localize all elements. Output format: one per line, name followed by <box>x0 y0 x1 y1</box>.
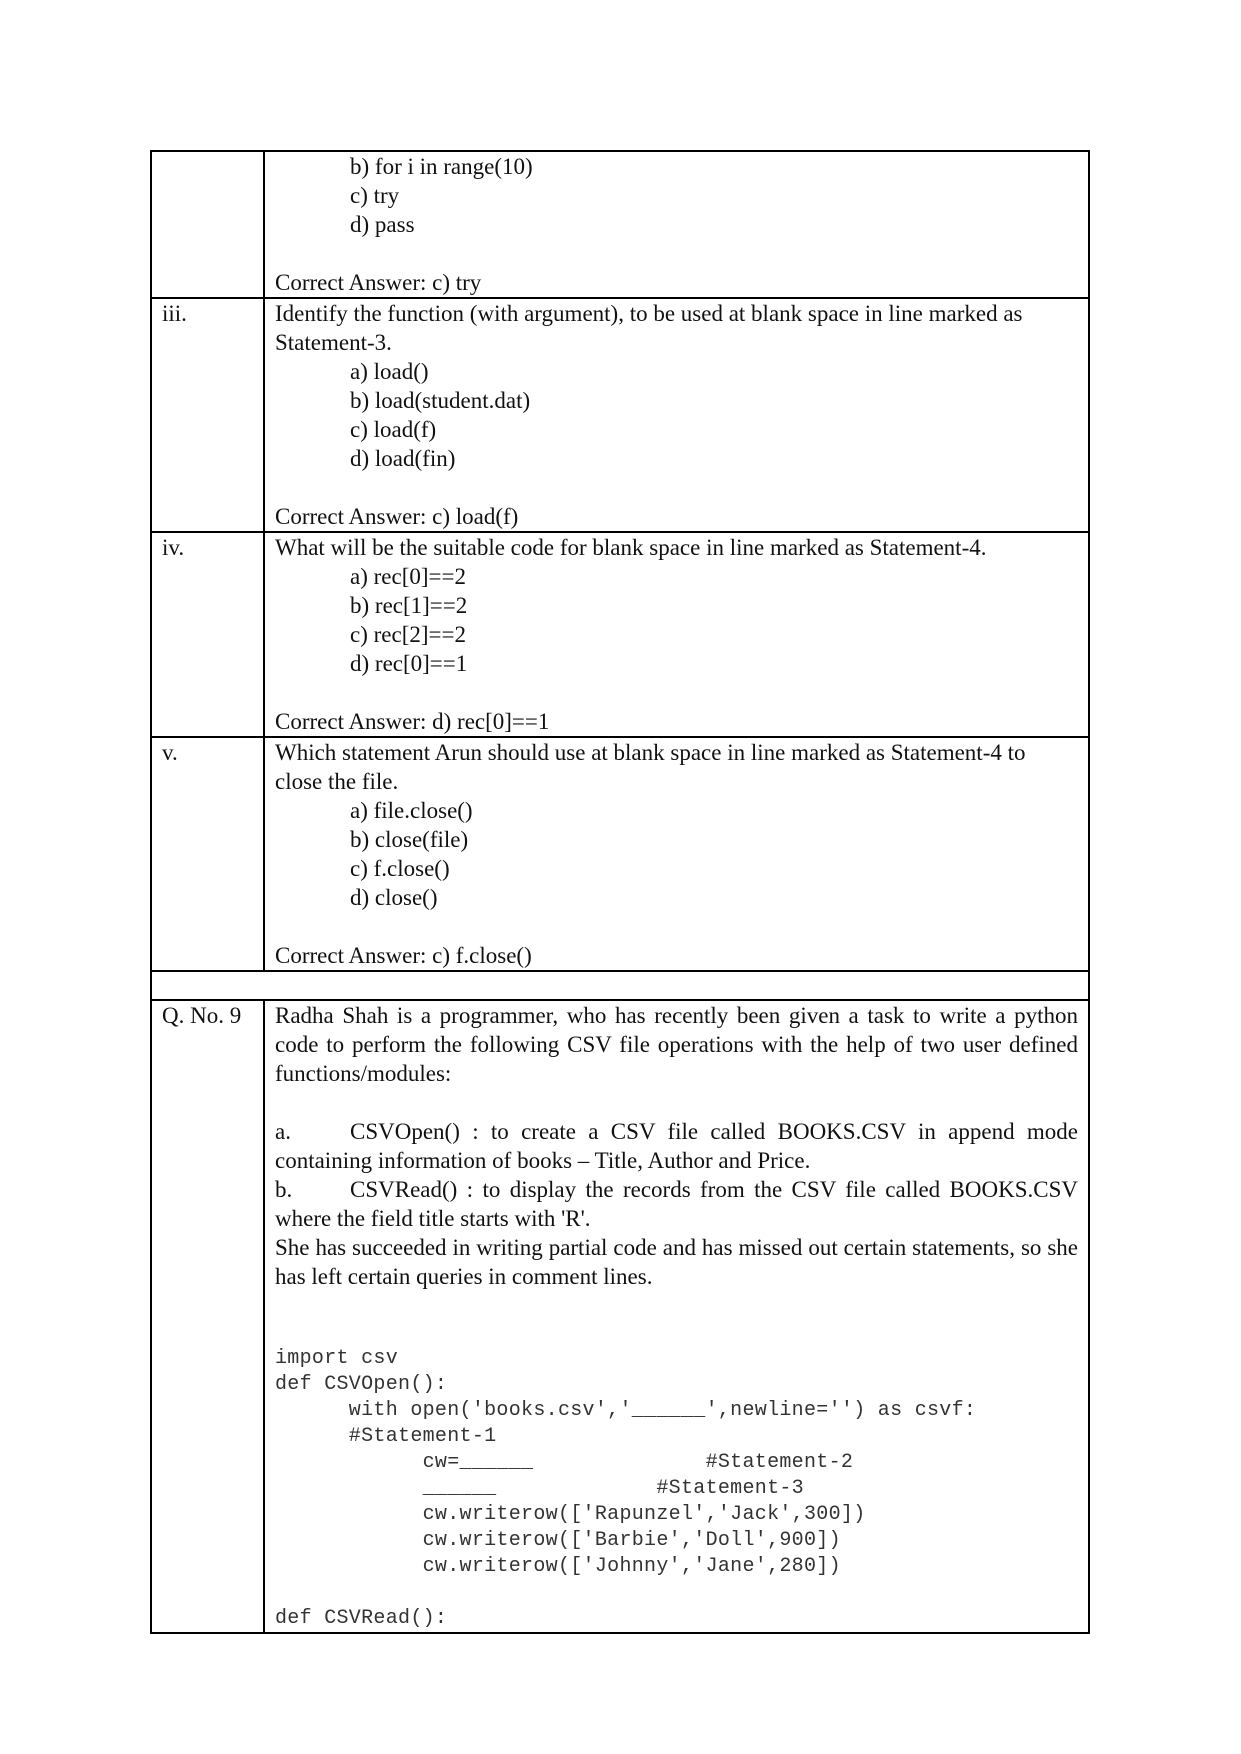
option: b) rec[1]==2 <box>350 593 468 618</box>
option: b) for i in range(10) <box>350 154 533 179</box>
task-item-text: CSVRead() : to display the records from the CSV file called BOOKS.CSV where the field title starts with 'R'. <box>275 1177 1078 1231</box>
question-number: v. <box>151 737 264 971</box>
question-intro: Radha Shah is a programmer, who has recently been given a task to write a python code to perform the following CSV file operations with the help of two user defined functions/modules: <box>275 1003 1078 1086</box>
question-number: Q. No. 9 <box>151 1000 264 1633</box>
task-item-text: CSVOpen() : to create a CSV file called BOOKS.CSV in append mode containing information of books – Title, Author and Price. <box>275 1119 1078 1173</box>
task-item-label: b. <box>275 1177 293 1202</box>
option: d) rec[0]==1 <box>350 651 468 676</box>
question-row <box>151 1000 1089 1633</box>
task-item-b <box>275 1175 1078 1233</box>
code-line: cw=______ #Statement-2 <box>275 1451 854 1474</box>
code-line: import csv <box>275 1347 399 1370</box>
option: d) close() <box>350 885 438 910</box>
question-row <box>151 532 1089 737</box>
question-number: iii. <box>151 298 264 532</box>
correct-answer: Correct Answer: c) f.close() <box>275 943 532 968</box>
question-number <box>151 151 264 298</box>
code-line: cw.writerow(['Rapunzel','Jack',300]) <box>275 1503 866 1526</box>
code-line: def CSVOpen(): <box>275 1373 448 1396</box>
question-body <box>264 532 1089 737</box>
correct-answer: Correct Answer: d) rec[0]==1 <box>275 709 550 734</box>
option: d) pass <box>350 212 415 237</box>
question-text: What will be the suitable code for blank space in line marked as Statement-4. <box>275 535 987 560</box>
option: a) file.close() <box>350 798 473 823</box>
correct-answer: Correct Answer: c) try <box>275 270 482 295</box>
code-block <box>275 1320 1078 1632</box>
question-table <box>150 150 1090 1634</box>
question-row <box>151 298 1089 532</box>
question-text: Which statement Arun should use at blank space in line marked as Statement-4 to close the file. <box>275 740 1026 794</box>
separator-cell <box>151 971 1089 1000</box>
option: c) f.close() <box>350 856 450 881</box>
option: c) rec[2]==2 <box>350 622 466 647</box>
code-line <box>275 1580 1078 1606</box>
option: a) load() <box>350 359 429 384</box>
question-row <box>151 737 1089 971</box>
task-item-label: a. <box>275 1119 291 1144</box>
question-body <box>264 151 1089 298</box>
code-line: ______ #Statement-3 <box>275 1477 804 1500</box>
question-body <box>264 298 1089 532</box>
code-line: #Statement-1 <box>275 1425 497 1448</box>
option: b) load(student.dat) <box>350 388 531 413</box>
question-body <box>264 737 1089 971</box>
question-row <box>151 151 1089 298</box>
option: c) try <box>350 183 400 208</box>
code-line: with open('books.csv','______',newline='') as csvf: <box>275 1399 977 1422</box>
separator-row <box>151 971 1089 1000</box>
correct-answer: Correct Answer: c) load(f) <box>275 504 519 529</box>
task-item-a <box>275 1117 1078 1175</box>
question-body <box>264 1000 1089 1633</box>
question-number: iv. <box>151 532 264 737</box>
code-line: def CSVRead(): <box>275 1607 448 1630</box>
option: d) load(fin) <box>350 446 456 471</box>
question-text: Identify the function (with argument), to be used at blank space in line marked as Statement-3. <box>275 301 1023 355</box>
code-line: cw.writerow(['Barbie','Doll',900]) <box>275 1529 841 1552</box>
option: b) close(file) <box>350 827 469 852</box>
question-closing: She has succeeded in writing partial code and has missed out certain statements, so she has left certain queries in comment lines. <box>275 1235 1078 1289</box>
code-line: cw.writerow(['Johnny','Jane',280]) <box>275 1555 841 1578</box>
option: a) rec[0]==2 <box>350 564 466 589</box>
option: c) load(f) <box>350 417 437 442</box>
